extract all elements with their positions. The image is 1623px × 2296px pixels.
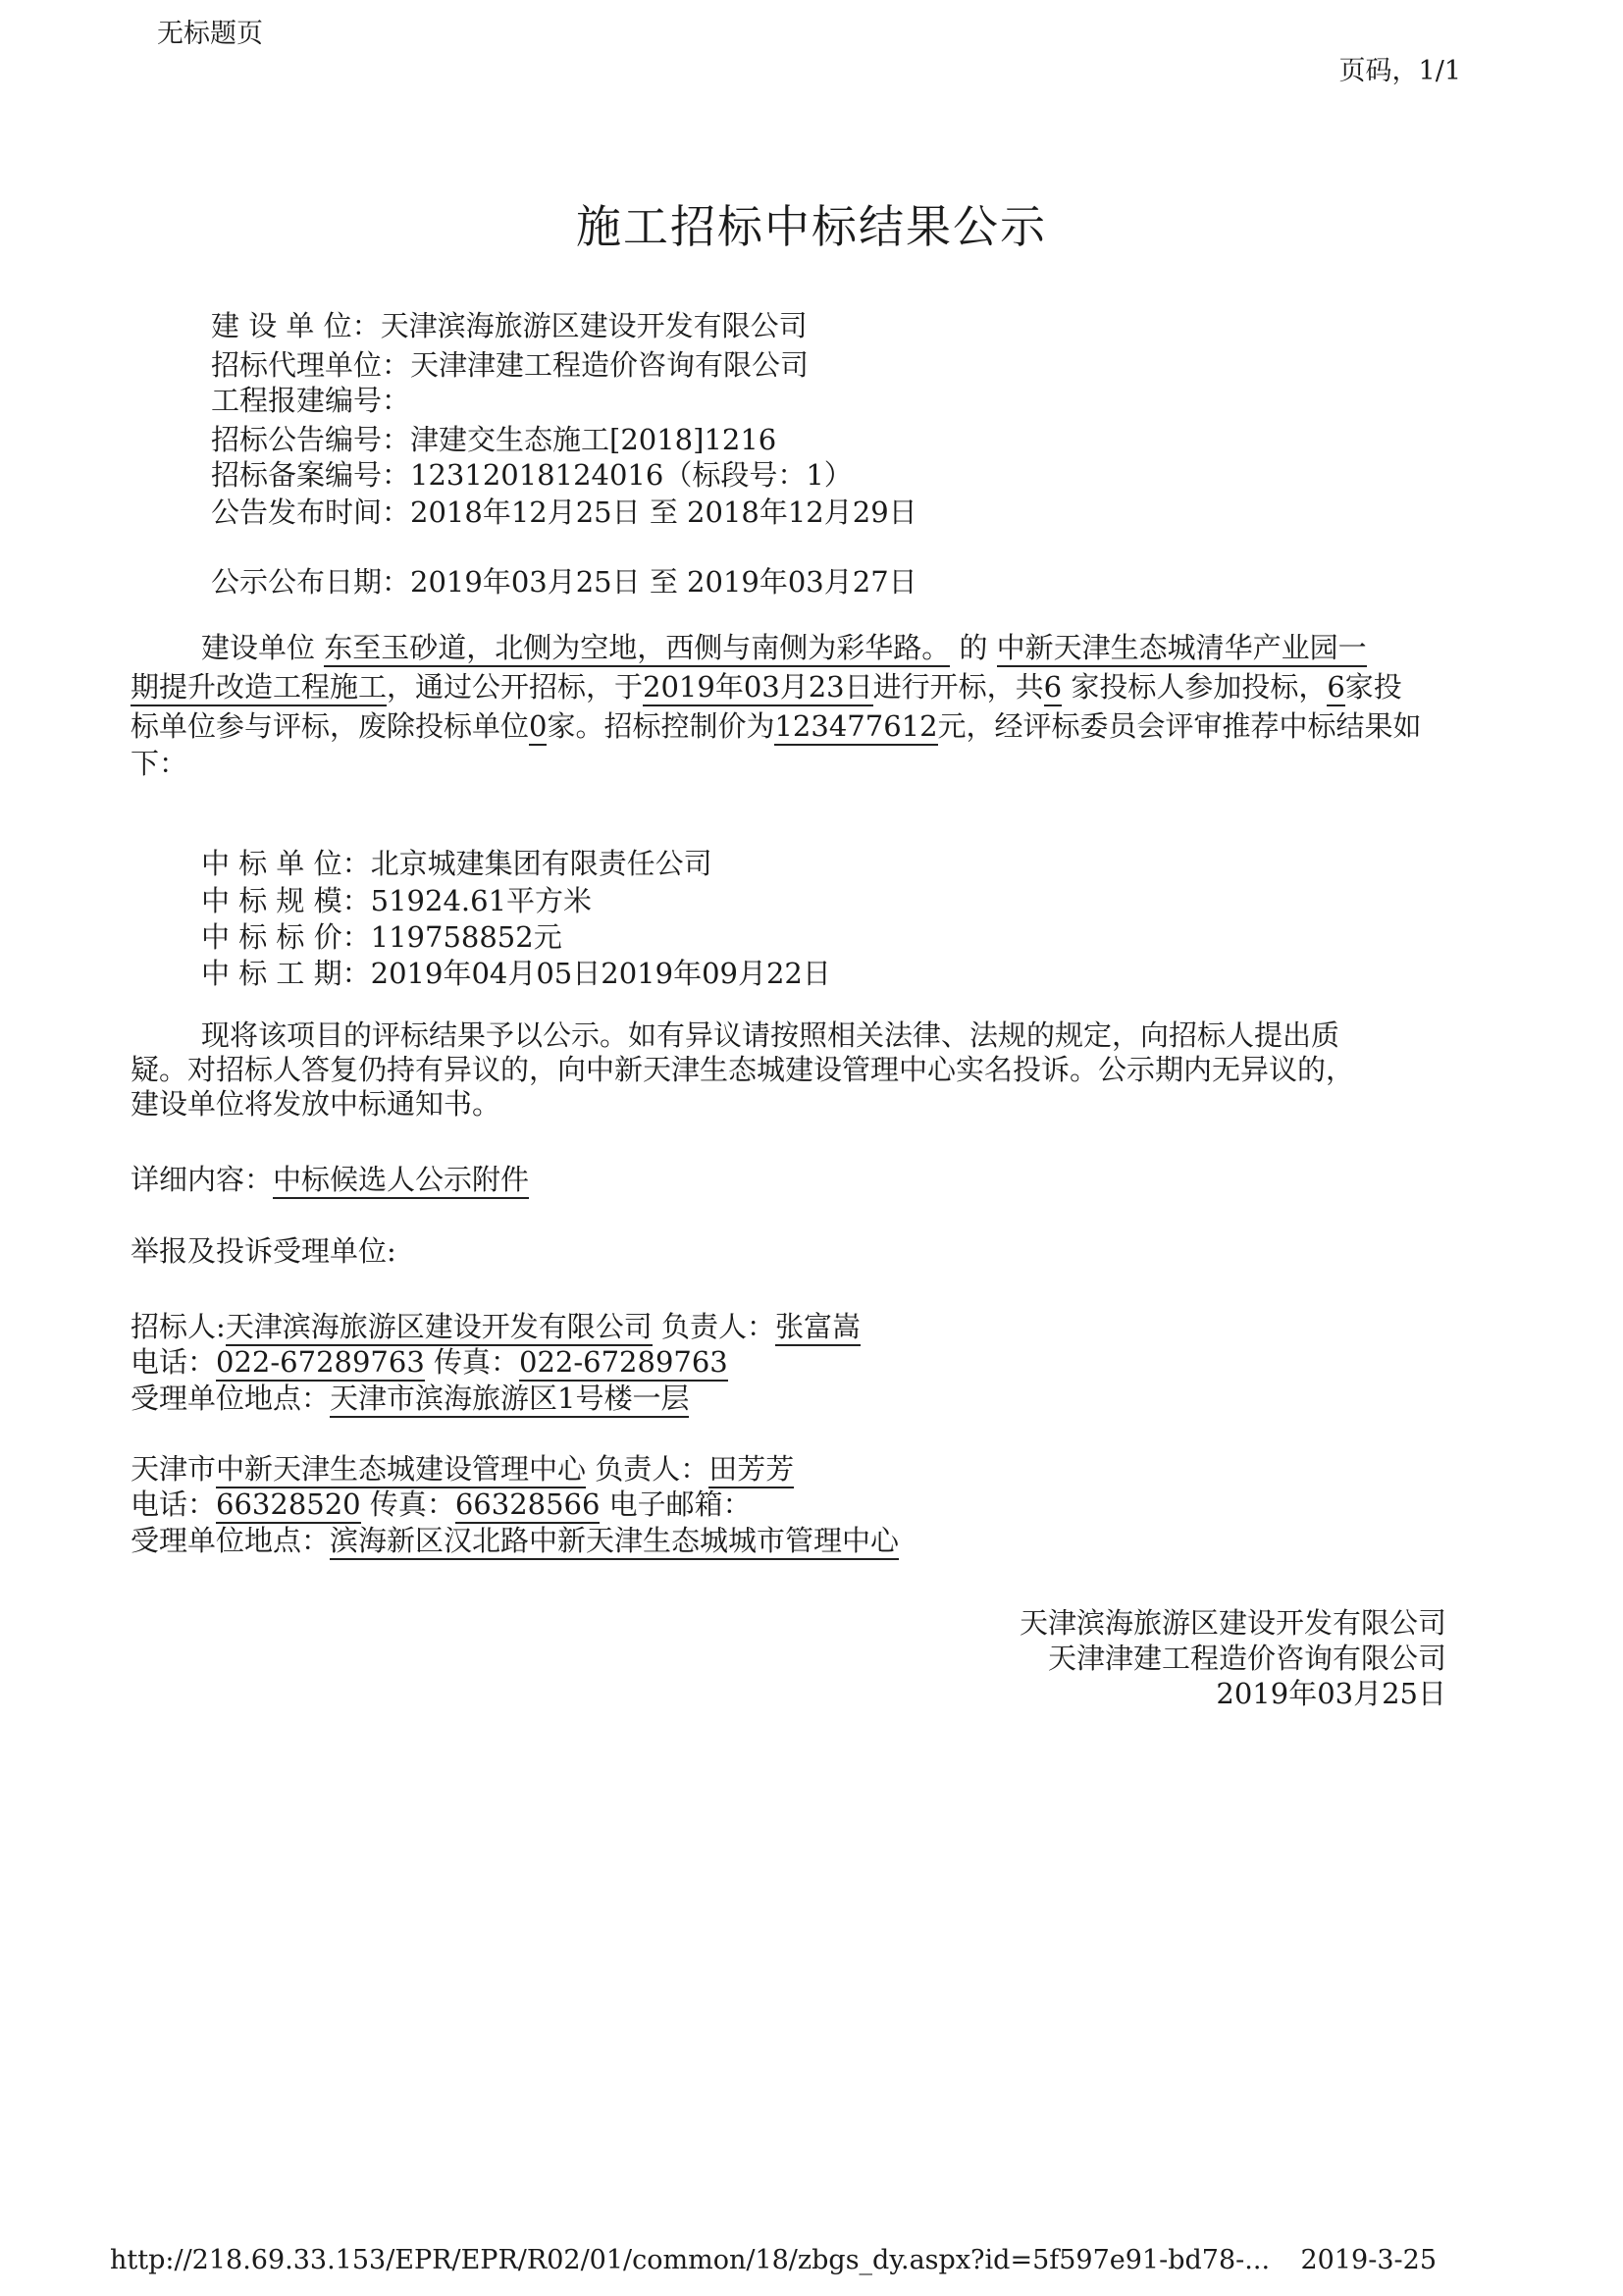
detail-row	[131, 1160, 529, 1199]
tenderer-head: 张富嵩	[775, 1310, 861, 1346]
tenderer-label: 招标人:	[131, 1310, 226, 1343]
authority-address: 滨海新区汉北路中新天津生态城城市管理中心	[330, 1524, 899, 1560]
winner-row	[201, 844, 712, 883]
para1-line2	[131, 667, 1402, 706]
notice-no-row	[211, 420, 776, 459]
public-date-value: 2019年03月25日 至 2019年03月27日	[410, 565, 917, 599]
page-number: 页码，1/1	[1338, 56, 1461, 86]
para1-text: 元，经评标委员会评审推荐中标结果如	[937, 709, 1422, 743]
project-code-label: 工程报建编号：	[211, 384, 411, 417]
price-value: 119758852元	[370, 920, 562, 954]
para1-text: 下：	[131, 747, 188, 780]
tenderer-name: 天津滨海旅游区建设开发有限公司	[226, 1310, 653, 1346]
authority-row	[131, 1449, 794, 1488]
project-location: 东至玉砂道，北侧为空地，西侧与南侧为彩华路。	[324, 631, 950, 667]
project-name-part2: 期提升改造工程施工	[131, 670, 387, 706]
signature-org1: 天津滨海旅游区建设开发有限公司	[1019, 1606, 1446, 1640]
para1-line4	[131, 744, 187, 783]
attachment-link[interactable]: 中标候选人公示附件	[273, 1163, 529, 1199]
tenderer-row	[131, 1307, 861, 1346]
public-date-label: 公示公布日期：	[211, 565, 411, 599]
rejected-count: 0	[529, 709, 547, 746]
authority-name: 中新天津生态城建设管理中心	[216, 1452, 586, 1488]
para1-text: 标单位参与评标，废除投标单位	[131, 709, 530, 743]
record-no-row	[211, 455, 853, 495]
authority-fax-label: 传真：	[360, 1487, 455, 1521]
price-row	[201, 917, 562, 957]
authority-phone: 66328520	[216, 1487, 361, 1524]
signature-org2: 天津津建工程造价咨询有限公司	[1047, 1642, 1446, 1675]
winner-value: 北京城建集团有限责任公司	[370, 847, 712, 880]
notice-no-value: 津建交生态施工[2018]1216	[410, 423, 777, 456]
para2-line2: 疑。对招标人答复仍持有异议的，向中新天津生态城建设管理中心实名投诉。公示期内无异议的，	[131, 1053, 1355, 1086]
authority-head-label: 负责人：	[586, 1452, 709, 1486]
signature-date: 2019年03月25日	[1216, 1677, 1446, 1710]
authority-address-label: 受理单位地点：	[131, 1524, 331, 1557]
period-row	[201, 954, 831, 993]
complaint-heading: 举报及投诉受理单位:	[131, 1234, 396, 1268]
tenderer-fax-label: 传真：	[424, 1345, 519, 1379]
para2-line1: 现将该项目的评标结果予以公示。如有异议请按照相关法律、法规的规定，向招标人提出质	[201, 1018, 1340, 1052]
para1-text: 的	[950, 631, 997, 664]
owner-row	[211, 306, 808, 345]
bidder-count: 6	[1044, 670, 1062, 706]
price-label: 中 标 标 价：	[201, 920, 371, 954]
public-date-row	[211, 562, 917, 601]
evaluated-count: 6	[1327, 670, 1344, 706]
period-value: 2019年04月05日2019年09月22日	[370, 957, 831, 990]
tenderer-head-label: 负责人：	[652, 1310, 776, 1343]
footer-url: http://218.69.33.153/EPR/EPR/R02/01/common/18/zbgs_dy.aspx?id=5f597e91-bd78-...	[110, 2245, 1271, 2275]
footer-date: 2019-3-25	[1300, 2245, 1437, 2275]
notice-no-label: 招标公告编号：	[211, 423, 411, 456]
para1-text: 家投标人参加投标，	[1062, 670, 1328, 704]
scale-value: 51924.61平方米	[370, 884, 593, 917]
bid-open-date: 2019年03月23日	[643, 670, 873, 706]
scale-row	[201, 881, 592, 920]
para1-text: 家。招标控制价为	[547, 709, 775, 743]
owner-label: 建 设 单 位：	[211, 309, 381, 342]
para1-text: 建设单位	[201, 631, 325, 664]
para1-text: 家投	[1344, 670, 1402, 704]
record-no-value: 12312018124016（标段号：1）	[410, 458, 853, 492]
para1-text: ，通过公开招标，于	[387, 670, 644, 704]
tenderer-phone-label: 电话：	[131, 1345, 217, 1379]
tenderer-phone: 022-67289763	[216, 1345, 425, 1382]
page-header-title: 无标题页	[157, 19, 263, 49]
tenderer-address: 天津市滨海旅游区1号楼一层	[330, 1382, 689, 1418]
authority-email-label: 电子邮箱：	[600, 1487, 752, 1521]
agent-row	[211, 345, 809, 385]
publish-time-row	[211, 493, 917, 532]
authority-phone-label: 电话：	[131, 1487, 217, 1521]
project-code-row	[211, 381, 410, 420]
authority-fax: 66328566	[455, 1487, 601, 1524]
agent-value: 天津津建工程造价咨询有限公司	[410, 348, 810, 382]
tenderer-phone-row	[131, 1342, 728, 1382]
winner-label: 中 标 单 位：	[201, 847, 371, 880]
para1-line1	[201, 628, 1367, 667]
scale-label: 中 标 规 模：	[201, 884, 371, 917]
tenderer-address-label: 受理单位地点：	[131, 1382, 331, 1415]
para2-line3: 建设单位将发放中标通知书。	[131, 1087, 501, 1121]
document-title: 施工招标中标结果公示	[576, 200, 1047, 253]
tenderer-fax: 022-67289763	[519, 1345, 728, 1382]
publish-time-value: 2018年12月25日 至 2018年12月29日	[410, 496, 917, 529]
tenderer-address-row	[131, 1379, 689, 1418]
authority-head: 田芳芳	[708, 1452, 794, 1488]
publish-time-label: 公告发布时间：	[211, 496, 411, 529]
authority-address-row	[131, 1521, 899, 1560]
detail-label: 详细内容：	[131, 1163, 274, 1196]
project-name-part1: 中新天津生态城清华产业园一	[997, 631, 1367, 667]
record-no-label: 招标备案编号：	[211, 458, 411, 492]
para1-text: 进行开标，共	[872, 670, 1044, 704]
owner-value: 天津滨海旅游区建设开发有限公司	[380, 309, 808, 342]
period-label: 中 标 工 期：	[201, 957, 371, 990]
agent-label: 招标代理单位：	[211, 348, 411, 382]
para1-line3	[131, 706, 1422, 746]
control-price: 123477612	[774, 709, 937, 746]
authority-prefix: 天津市	[131, 1452, 217, 1486]
authority-phone-row	[131, 1485, 752, 1524]
